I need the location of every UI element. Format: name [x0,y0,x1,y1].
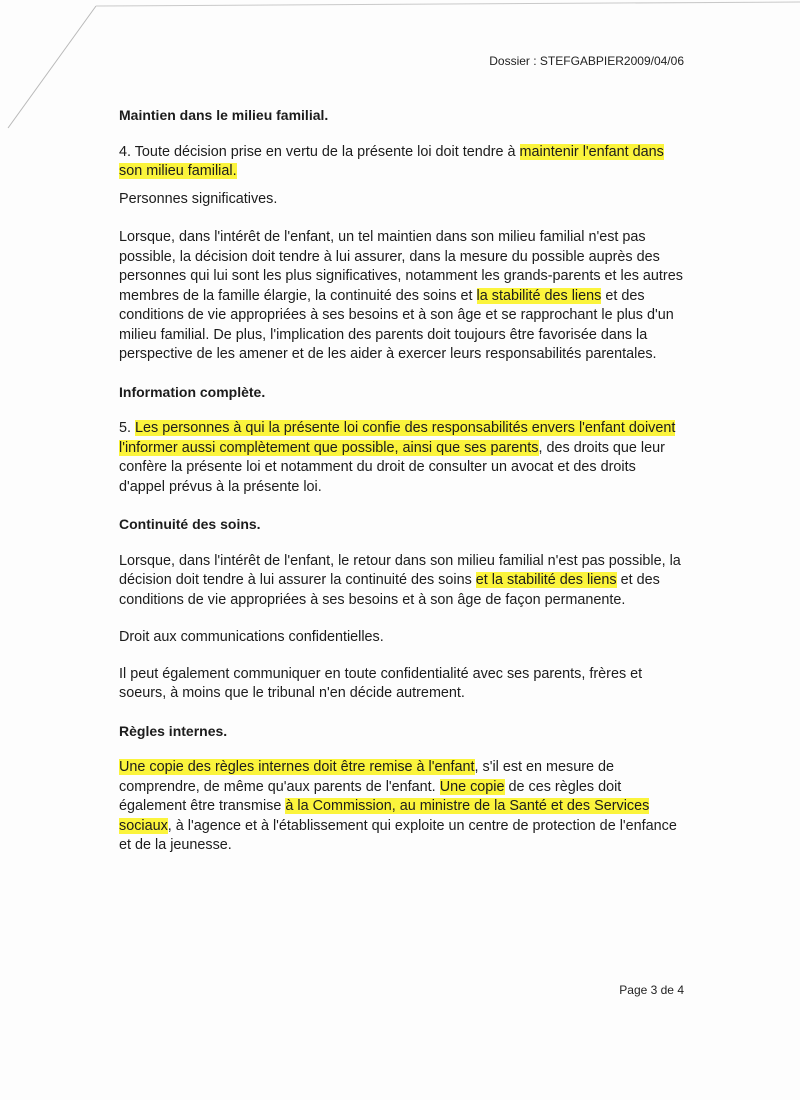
highlight: Une copie [439,778,505,795]
section-heading-continuite: Continuité des soins. [119,516,261,532]
highlight: maintenir l'enfant dans son milieu familial. [119,143,664,179]
paragraph-information-5: 5. Les personnes à qui la présente loi confie des responsabilités envers l'enfant doivent l'informer aussi complètement que possible, ainsi que ses parents, des droits que leur confère la présente loi et notamment du droit de consulter un avocat et des droits d'appel prévus à la présente loi. [119,420,676,495]
paragraph-continuite: Lorsque, dans l'intérêt de l'enfant, le retour dans son milieu familial n'est pas possible, la décision doit tendre à lui assurer la continuité des soins et la stabilité des liens et des conditions de vie appropriées à ses besoins et à son âge de façon permanente. [119,552,681,608]
section-heading-information: Information complète. [119,383,266,400]
page-number: Page 3 de 4 [619,983,684,997]
section-heading-regles: Règles internes. [119,722,228,739]
highlight: la stabilité des liens [476,287,602,304]
dossier-reference: Dossier : STEFGABPIER2009/04/06 [489,54,684,68]
paragraph-regles-internes: Une copie des règles internes doit être remise à l'enfant, s'il est en mesure de comprendre, de même qu'aux parents de l'enfant. Une copie de ces règles doit également être transmise à la Commission, au ministre de la Santé et des Services sociaux, à l'agence et à l'établissement qui exploite un centre de protection de l'enfance et de la jeunesse. [119,759,677,853]
highlight: à la Commission, au ministre de la Santé et des Services sociaux [119,798,650,834]
paragraph-droit-communications: Il peut également communiquer en toute confidentialité avec ses parents, frères et soeurs, à moins que le tribunal n'en décide autrement. [119,665,643,701]
document-body [119,106,684,856]
subheading-personnes-significatives: Personnes significatives. [119,190,278,207]
subheading-droit-communications: Droit aux communications confidentielles. [119,629,384,645]
paragraph-personnes-significatives: Lorsque, dans l'intérêt de l'enfant, un tel maintien dans son milieu familial n'est pas possible, la décision doit tendre à lui assurer, dans la mesure du possible auprès des personnes qui lui sont les plus significatives, notamment les grands-parents et les autres membres de la famille élargie, la continuité des soins et la stabilité des liens et des conditions de vie appropriées à ses besoins et à son âge et se rapprochant le plus d'un milieu familial. De plus, l'implication des parents doit toujours être favorisée dans la perspective de les amener et de les aider à exercer leurs responsabilités parentales. [119,229,683,362]
section-heading-maintien: Maintien dans le milieu familial. [119,107,329,123]
highlight: Une copie des règles internes doit être remise à l'enfant [119,759,475,775]
paragraph-maintien-4: 4. Toute décision prise en vertu de la présente loi doit tendre à maintenir l'enfant dans son milieu familial. [119,143,664,179]
highlight: Les personnes à qui la présente loi confie des responsabilités envers l'enfant doivent l'informer aussi complètement que possible, ainsi que ses parents [119,420,676,456]
highlight: et la stabilité des liens [475,572,617,588]
